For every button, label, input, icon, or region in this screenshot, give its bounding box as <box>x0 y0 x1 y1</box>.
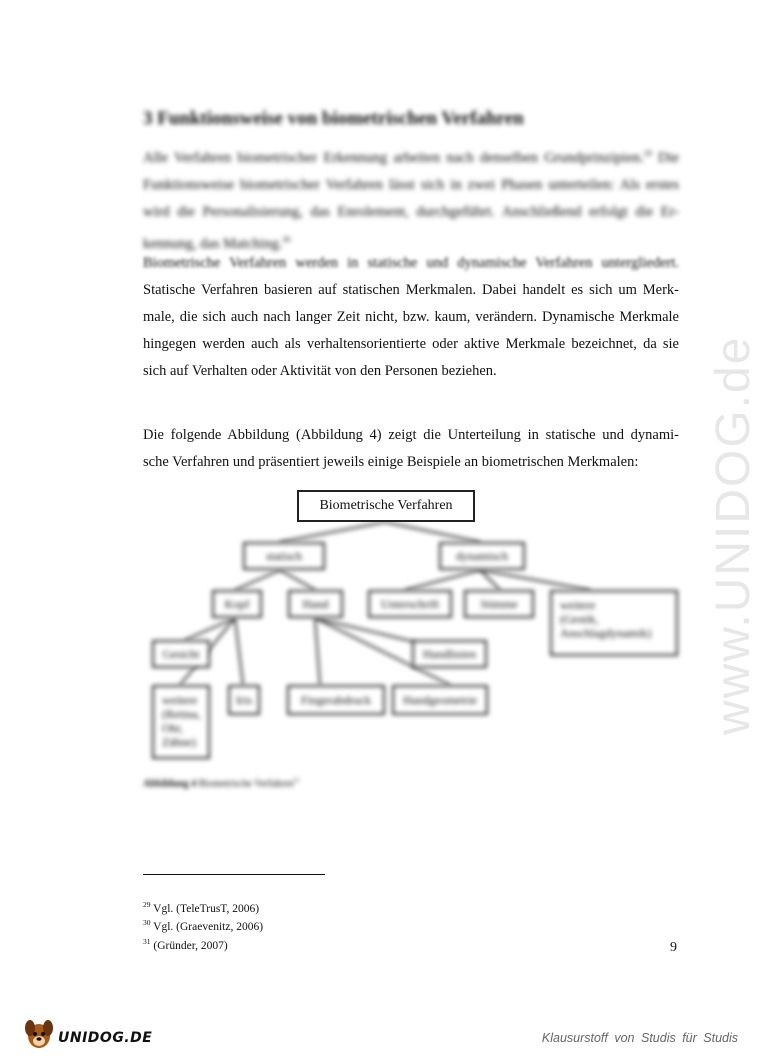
connector-line <box>315 618 415 642</box>
node-static: statisch <box>243 542 325 570</box>
connector-line <box>315 618 320 685</box>
footnotes <box>143 898 263 953</box>
node-biometric-methods: Biometrische Verfahren <box>297 490 475 522</box>
text-line: sich auf Verhalten oder Aktivität von den Personen beziehen. <box>143 363 497 379</box>
text-line: Funktionsweise biometrischer Verfahren lässt sich in zwei Phasen unterteilen: Als erstes <box>143 176 679 193</box>
node-voice: Stimme <box>464 590 534 618</box>
footnote: $^{29}$ Vgl. (TeleTrusT, 2006) <box>143 900 260 915</box>
text-line: sche Verfahren und präsentiert jeweils einige Beispiele an biometrischen Merkmalen: <box>143 454 639 470</box>
section-heading: 3 Funktionsweise von biometrischen Verfahren <box>143 108 524 129</box>
footnote-separator <box>143 874 325 875</box>
footnote: $^{30}$ Vgl. (Graevenitz, 2006) <box>143 918 264 934</box>
connector-line <box>280 522 385 542</box>
node-more-head: weitere (Retina, Ohr, Zähne) <box>152 685 210 759</box>
text-line: hingegen werden auch als verhaltensorientierte oder aktive Merkmale bezeichnet, da sie <box>143 336 679 352</box>
text-line: Statische Verfahren basieren auf statischen Merkmalen. Dabei handelt es sich um Merk- <box>143 282 679 298</box>
node-hand-geometry: Handgeometrie <box>392 685 488 715</box>
paragraph-static-dynamic <box>143 250 679 385</box>
unidog-logo <box>22 1016 152 1052</box>
text-line: kennung, das Matching.$^{30}$ <box>143 234 291 252</box>
node-hand: Hand <box>288 590 343 618</box>
footnote: $^{31}$ (Gründer, 2007) <box>143 936 228 952</box>
text-line: wird die Personalisierung, das Enrolement, durchgeführt. Anschließend erfolgt die Er- <box>143 203 679 220</box>
figure-caption: Abbildung 4 Biometrische Verfahren$^{31}$ <box>143 778 300 790</box>
text-line: Biometrische Verfahren werden in statische und dynamische Verfahren untergliedert. <box>143 255 679 271</box>
connector-line <box>405 570 480 590</box>
node-dynamic: dynamisch <box>439 542 525 570</box>
paragraph-intro <box>143 140 679 258</box>
logo-text: UNIDOG.DE <box>58 1030 153 1046</box>
connector-line <box>185 618 235 640</box>
page-number: 9 <box>670 940 677 955</box>
node-head: Kopf <box>212 590 262 618</box>
node-signature: Unterschrift <box>368 590 452 618</box>
watermark: www.UNIDOG.de <box>707 335 760 735</box>
connector-line <box>280 570 315 590</box>
dog-icon <box>22 1016 58 1052</box>
node-more-dynamic: weitere (Gestik, Anschlagdynamik) <box>550 590 678 656</box>
text-line: Die folgende Abbildung (Abbildung 4) zeigt die Unterteilung in statische und dynami- <box>143 427 679 443</box>
connector-line <box>235 618 243 685</box>
node-iris: Iris <box>228 685 260 715</box>
text-line: male, die sich auch nach langer Zeit nicht, bzw. kaum, verändern. Dynamische Merkmale <box>143 309 679 325</box>
node-palm-lines: Handlinien <box>412 640 487 668</box>
node-fingerprint: Fingerabdruck <box>287 685 385 715</box>
text-line: Alle Verfahren biometrischer Erkennung arbeiten nach denselben Grundprinzipien.$^{29}$ Die <box>143 149 679 166</box>
connector-line <box>385 522 480 542</box>
biometric-methods-diagram <box>140 485 700 775</box>
node-face: Gesicht <box>152 640 210 668</box>
tagline: Klausurstoff von Studis für Studis <box>541 1031 738 1045</box>
connector-line <box>235 570 280 590</box>
paragraph-figure-intro <box>143 422 679 476</box>
